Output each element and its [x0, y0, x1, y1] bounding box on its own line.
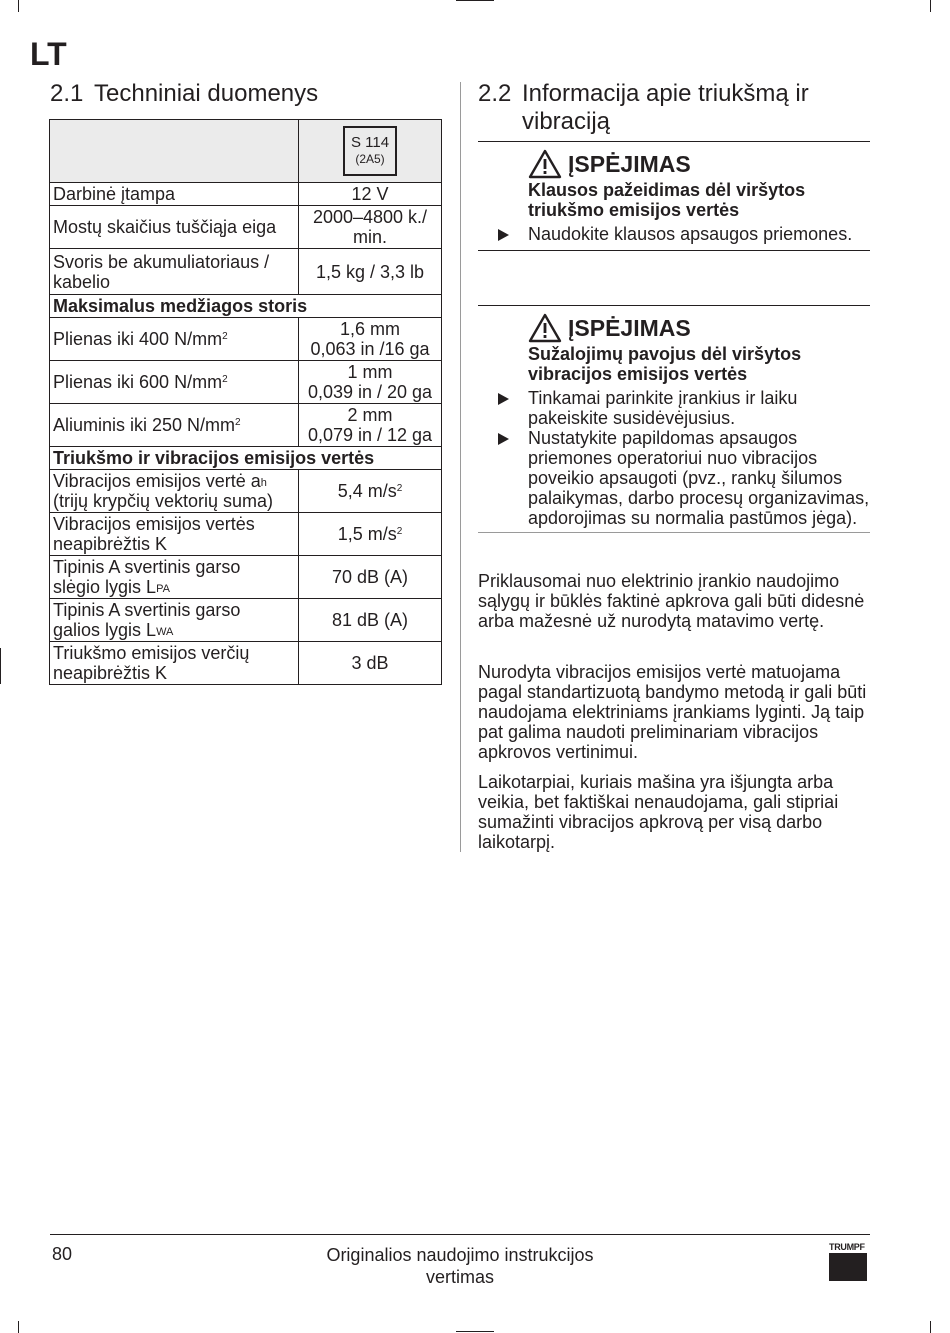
value-imperial: 0,079 in / 12 ga: [307, 425, 433, 445]
warning-list: [478, 388, 870, 528]
value-sup: 2: [396, 526, 403, 537]
section-heading-technical-data: [50, 80, 318, 108]
table-subheading-row: [50, 295, 442, 318]
table-header-row: [50, 120, 442, 183]
label-text: Triukšmo emisijos verčių: [53, 643, 250, 663]
crop-mark: [18, 0, 19, 12]
divider: [478, 305, 870, 306]
divider: [478, 141, 870, 142]
table-row: [50, 183, 442, 206]
row-value: [299, 470, 442, 513]
footer-divider: [50, 1234, 870, 1235]
table-header-model: [299, 120, 442, 183]
row-value: [299, 361, 442, 404]
value-metric: 2 mm: [347, 405, 393, 425]
bullet-triangle-icon: [498, 433, 509, 445]
value-imperial: 0,039 in / 20 ga: [307, 382, 433, 402]
label-text: Plienas iki 600 N/mm: [53, 372, 223, 392]
value-imperial: 0,063 in /16 ga: [310, 339, 430, 359]
table-row: [50, 404, 442, 447]
logo-wordmark: TRUMPF: [829, 1242, 865, 1252]
language-code: LT: [30, 36, 67, 72]
label-sub: PA: [156, 583, 170, 595]
list-item: [478, 224, 870, 244]
list-item: [478, 388, 870, 428]
label-text: Plienas iki 400 N/mm: [53, 329, 223, 349]
paragraph: Priklausomai nuo elektrinio įrankio naudojimo sąlygų ir būklės faktinė apkrova gali būti didesnė arba mažesnė už nurodytą matavimo vertę.: [478, 571, 865, 631]
row-label: [50, 556, 299, 599]
crop-mark: [930, 0, 931, 12]
warning-triangle-icon: [528, 313, 562, 343]
row-label: [50, 361, 299, 404]
label-text: (trijų krypčių vektorių suma): [53, 491, 274, 511]
table-row: [50, 513, 442, 556]
label-text: Tipinis A svertinis garso: [53, 557, 241, 577]
warning-box-vibration: [478, 305, 870, 533]
label-sub: h: [260, 477, 267, 489]
table-row: [50, 642, 442, 685]
row-label: [50, 318, 299, 361]
trumpf-logo: [829, 1242, 867, 1281]
model-badge: [343, 126, 397, 176]
table-row: [50, 599, 442, 642]
row-label: [50, 513, 299, 556]
row-value: 2000–4800 k./ min.: [299, 206, 442, 249]
page-number: 80: [52, 1244, 73, 1264]
table-subheading-row: [50, 447, 442, 470]
label-text: galios lygis L: [53, 620, 157, 640]
model-number: S 114: [350, 134, 390, 151]
warning-subtitle: Klausos pažeidimas dėl viršytos triukšmo emisijos vertės: [528, 180, 806, 220]
crop-mark: [930, 1321, 931, 1333]
list-item-text: Tinkamai parinkite įrankius ir laiku pakeiskite susidėvėjusius.: [528, 388, 798, 428]
subheading-noise: Triukšmo ir vibracijos emisijos vertės: [50, 447, 442, 470]
table-row: [50, 318, 442, 361]
label-text: neapibrėžtis K: [53, 534, 168, 554]
label-text: Vibracijos emisijos vertė a: [53, 471, 261, 491]
warning-box-hearing: [478, 141, 870, 251]
row-label: [50, 599, 299, 642]
value-text: 5,4 m/s: [337, 481, 397, 501]
crop-mark: [456, 0, 494, 1]
value-metric: 1 mm: [347, 362, 393, 382]
table-row: [50, 556, 442, 599]
table-row: [50, 206, 442, 249]
table-row: [50, 361, 442, 404]
label-sup: 2: [235, 417, 241, 428]
value-metric: 1,6 mm: [339, 319, 400, 339]
row-value: 81 dB (A): [299, 599, 442, 642]
row-value: 3 dB: [299, 642, 442, 685]
divider: [478, 250, 870, 251]
value-text: 1,5 m/s: [337, 524, 397, 544]
list-item: [478, 428, 870, 528]
row-label: Darbinė įtampa: [50, 183, 299, 206]
row-value: 12 V: [299, 183, 442, 206]
row-value: [299, 404, 442, 447]
section-number: 2.1: [50, 80, 84, 107]
row-label: [50, 404, 299, 447]
section-title: Informacija apie triukšmą ir vibraciją: [522, 80, 809, 135]
list-item-text: Nustatykite papildomas apsaugos priemones operatoriui nuo vibracijos poveikio apsaugoti (pvz., rankų šilumos palaikymas, darbo procesų organizavimas, apdorojimas su normalia pastūmos jėga).: [528, 428, 870, 528]
section-number: 2.2: [478, 80, 512, 107]
bullet-triangle-icon: [498, 393, 509, 405]
column-divider: [460, 82, 461, 852]
logo-block: [829, 1253, 867, 1281]
label-sup: 2: [222, 374, 228, 385]
row-label: Mostų skaičius tuščiąja eiga: [50, 206, 299, 249]
warning-title-text: ĮSPĖJIMAS: [568, 315, 691, 341]
row-label: [50, 642, 299, 685]
section-heading-noise-vibration: [478, 80, 870, 136]
label-sub: WA: [156, 626, 174, 638]
paragraph: Nurodyta vibracijos emisijos vertė matuojama pagal standartizuotą bandymo metodą ir gali būti naudojama elektriniams įrankiams lyginti. Ją taip pat galima naudoti preliminariam vibracijos apkrovos vertinimui.: [478, 662, 867, 762]
row-value: [299, 513, 442, 556]
row-label: Svoris be akumuliatoriaus / kabelio: [50, 249, 299, 295]
warning-title-text: ĮSPĖJIMAS: [568, 151, 691, 177]
row-value: 1,5 kg / 3,3 lb: [299, 249, 442, 295]
label-text: Aliuminis iki 250 N/mm: [53, 415, 236, 435]
warning-subtitle: Sužalojimų pavojus dėl viršytos vibracijos emisijos vertės: [528, 344, 802, 384]
warning-list: [478, 224, 870, 244]
warning-triangle-icon: [528, 149, 562, 179]
paragraph: Laikotarpiai, kuriais mašina yra išjungta arba veikia, bet faktiškai nenaudojama, gali stipriai sumažinti vibracijos apkrovą per visą darbo laikotarpį.: [478, 772, 839, 852]
row-label: [50, 470, 299, 513]
value-sup: 2: [396, 483, 403, 494]
warning-title: [528, 312, 870, 344]
label-text: Tipinis A svertinis garso: [53, 600, 241, 620]
list-item-text: Naudokite klausos apsaugos priemones.: [528, 224, 853, 244]
bullet-triangle-icon: [498, 229, 509, 241]
crop-mark: [0, 648, 1, 684]
model-code: (2A5): [355, 152, 385, 166]
label-text: neapibrėžtis K: [53, 663, 168, 683]
footer-title: Originalios naudojimo instrukcijos vertimas: [326, 1245, 594, 1287]
subheading-material: Maksimalus medžiagos storis: [50, 295, 442, 318]
technical-data-table: [49, 119, 442, 685]
row-value: 70 dB (A): [299, 556, 442, 599]
section-title: Techniniai duomenys: [94, 80, 319, 107]
row-value: [299, 318, 442, 361]
label-text: slėgio lygis L: [53, 577, 157, 597]
warning-title: [528, 148, 870, 180]
table-header-empty: [50, 120, 299, 183]
label-sup: 2: [222, 331, 228, 342]
crop-mark: [456, 1331, 494, 1332]
table-row: [50, 470, 442, 513]
table-row: [50, 249, 442, 295]
crop-mark: [18, 1321, 19, 1333]
label-text: Vibracijos emisijos vertės: [53, 514, 255, 534]
divider: [478, 532, 870, 533]
